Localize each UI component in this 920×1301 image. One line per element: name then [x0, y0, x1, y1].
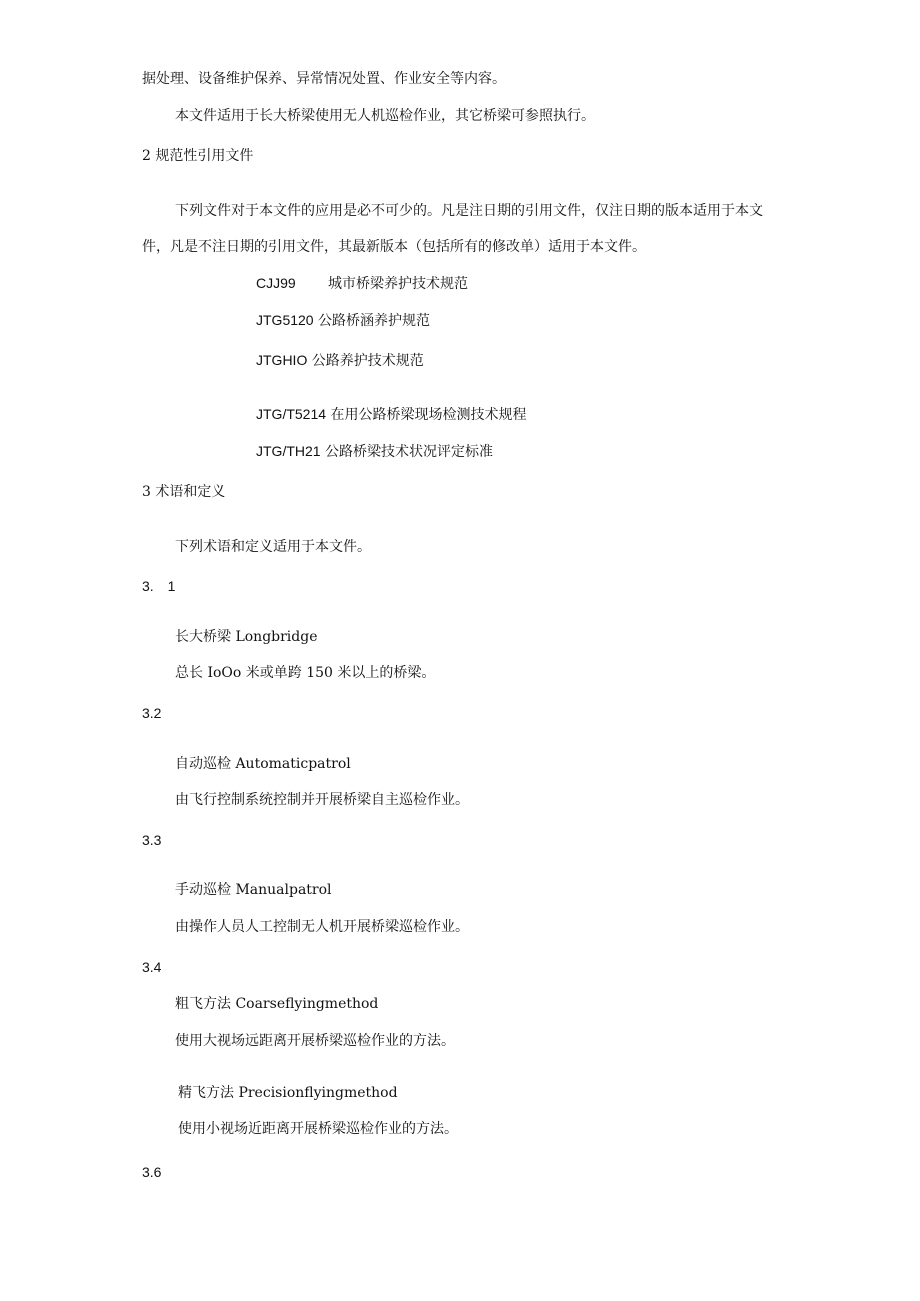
term-name: 精飞方法 Precisionflyingmethod [178, 1085, 398, 1101]
reference-title: 公路桥涵养护规范 [318, 313, 431, 329]
reference-title: 城市桥梁养护技术规范 [328, 276, 468, 292]
reference-code: JTG/T5214 [256, 406, 327, 422]
term-definition: 由飞行控制系统控制并开展桥梁自主巡检作业。 [175, 792, 469, 808]
section-3-intro: 下列术语和定义适用于本文件。 [175, 539, 371, 555]
intro-line-1: 据处理、设备维护保养、异常情况处置、作业安全等内容。 [142, 71, 506, 87]
reference-title: 在用公路桥梁现场检测技术规程 [330, 407, 527, 423]
term-number: 3.6 [142, 1164, 162, 1180]
reference-code: JTG/TH21 [256, 443, 321, 459]
term-number: 3.3 [142, 832, 162, 848]
intro-line-2: 本文件适用于长大桥梁使用无人机巡检作业，其它桥梁可参照执行。 [175, 108, 595, 124]
reference-item [256, 274, 468, 293]
reference-item [256, 405, 526, 424]
section-2-para-line-2: 件，凡是不注日期的引用文件，其最新版本（包括所有的修改单）适用于本文件。 [142, 239, 646, 255]
term-name: 自动巡检 Automaticpatrol [175, 756, 351, 772]
reference-item [256, 442, 493, 461]
term-definition: 使用小视场近距离开展桥梁巡检作业的方法。 [178, 1121, 458, 1137]
term-definition: 由操作人员人工控制无人机开展桥梁巡检作业。 [175, 919, 469, 935]
reference-code: JTGHIO [256, 352, 308, 368]
reference-item [256, 311, 430, 330]
term-number: 3.2 [142, 705, 162, 721]
term-name: 手动巡检 Manualpatrol [175, 882, 332, 898]
reference-code: CJJ99 [256, 275, 296, 291]
reference-code: JTG5120 [256, 312, 314, 328]
term-name: 粗飞方法 Coarseflyingmethod [175, 996, 379, 1012]
reference-title: 公路养护技术规范 [311, 353, 424, 369]
term-definition: 总长 IoOo 米或单跨 150 米以上的桥梁。 [175, 665, 436, 681]
reference-item [256, 351, 424, 370]
section-2-heading: 2 规范性引用文件 [142, 148, 254, 164]
term-name: 长大桥梁 Longbridge [175, 629, 318, 645]
section-2-para-line-1: 下列文件对于本文件的应用是必不可少的。凡是注日期的引用文件，仅注日期的版本适用于本文 [175, 203, 763, 219]
term-number: 3. 1 [142, 578, 176, 594]
term-definition: 使用大视场远距离开展桥梁巡检作业的方法。 [175, 1033, 455, 1049]
section-3-heading: 3 术语和定义 [142, 484, 226, 500]
term-number: 3.4 [142, 959, 162, 975]
reference-title: 公路桥梁技术状况评定标准 [325, 444, 494, 460]
